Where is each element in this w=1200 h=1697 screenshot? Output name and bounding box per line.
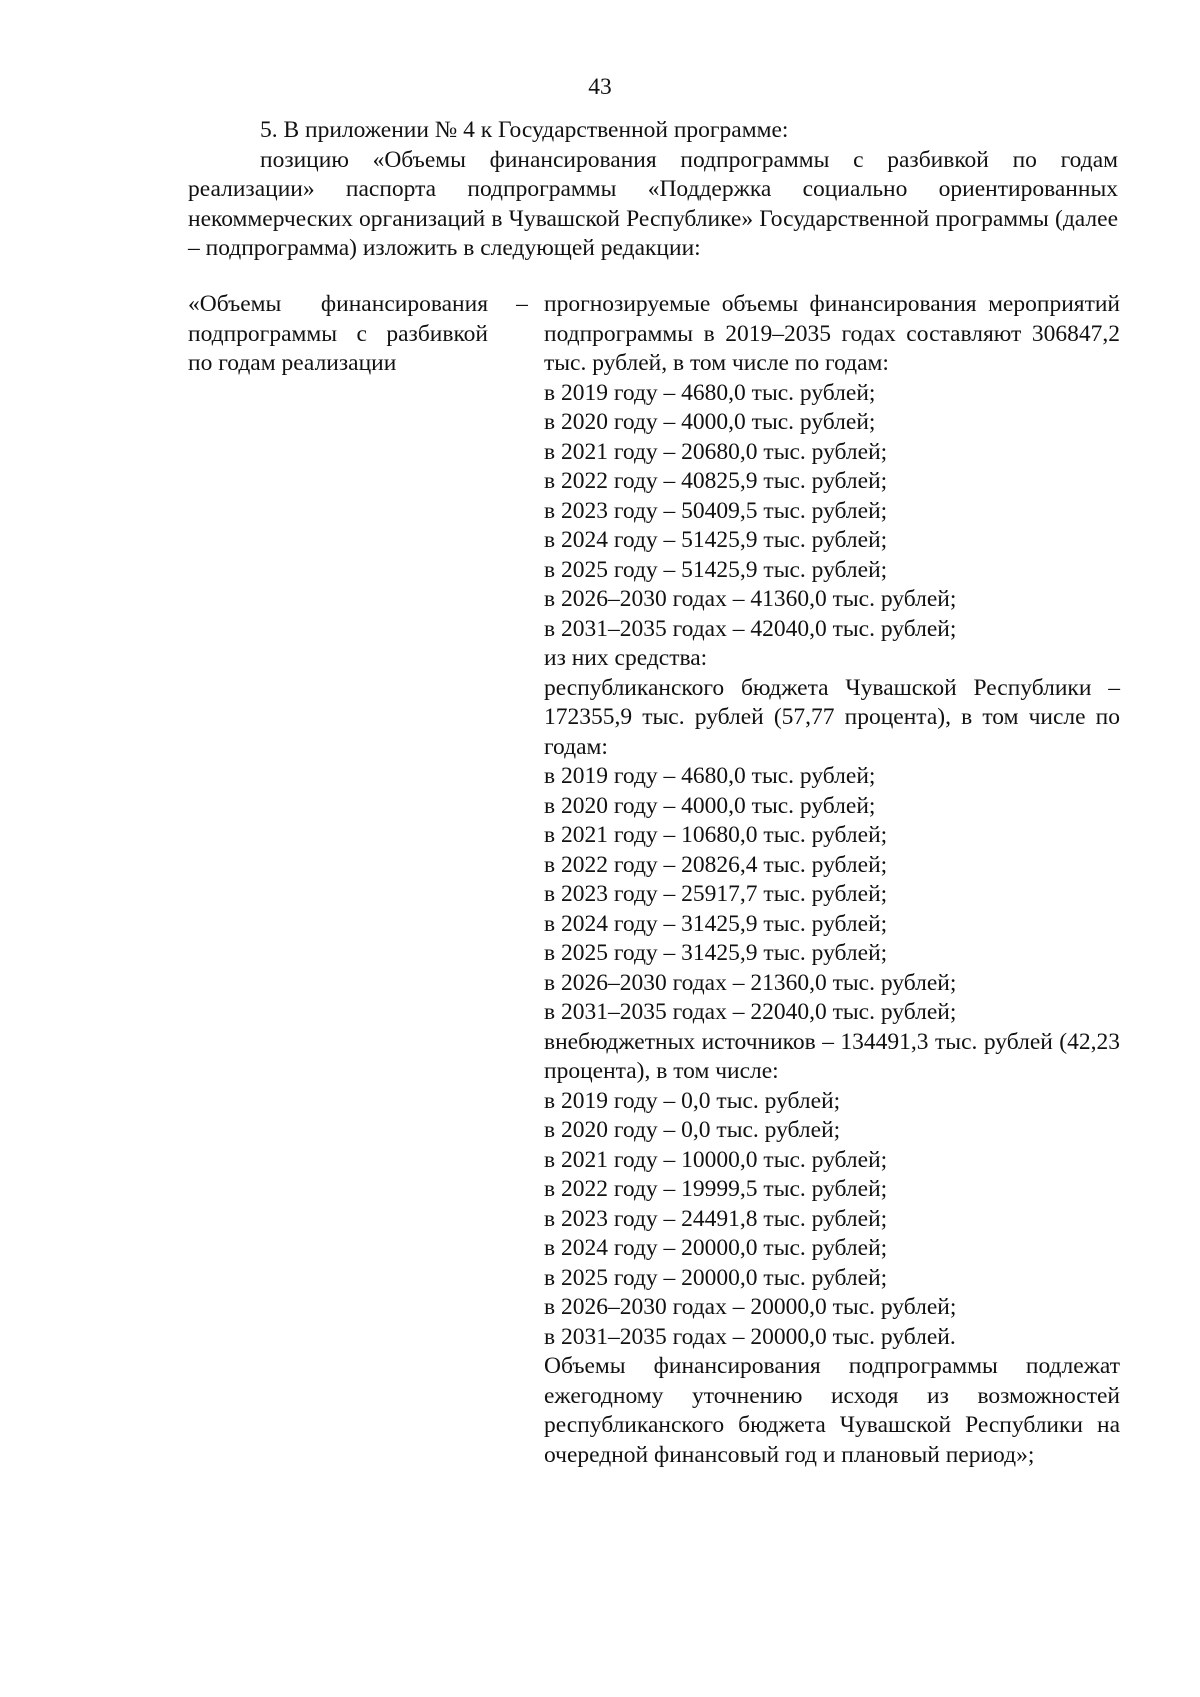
list-item: в 2023 году – 25917,7 тыс. рублей; (544, 881, 888, 907)
amendment-intro (188, 116, 1118, 264)
amendment-item-heading: 5. В приложении № 4 к Государственной программе: (260, 117, 789, 143)
list-item: в 2019 году – 0,0 тыс. рублей; (544, 1087, 841, 1114)
republic-budget-years (544, 762, 1120, 1028)
passport-position-table (188, 290, 1120, 1470)
list-item: в 2021 году – 10680,0 тыс. рублей; (544, 822, 888, 848)
list-item: в 2023 году – 24491,8 тыс. рублей; (544, 1205, 888, 1232)
republic-budget-intro: республиканского бюджета Чувашской Республики – 172355,9 тыс. рублей (57,77 процента), в том числе по годам: (544, 674, 1120, 760)
list-item: в 2024 году – 51425,9 тыс. рублей; (544, 527, 888, 553)
list-item: в 2022 году – 20826,4 тыс. рублей; (544, 851, 888, 878)
list-item: в 2025 году – 31425,9 тыс. рублей; (544, 940, 888, 966)
list-item: в 2031–2035 годах – 22040,0 тыс. рублей; (544, 999, 957, 1025)
list-item: в 2020 году – 4000,0 тыс. рублей; (544, 409, 876, 435)
extrabudgetary-intro: внебюджетных источников – 134491,3 тыс. рублей (42,23 процента), в том числе: (544, 1028, 1120, 1084)
list-item: в 2023 году – 50409,5 тыс. рублей; (544, 497, 888, 524)
list-item: в 2021 году – 20680,0 тыс. рублей; (544, 438, 888, 465)
list-item: в 2031–2035 годах – 42040,0 тыс. рублей; (544, 615, 957, 642)
sources-heading: из них средства: (544, 645, 708, 671)
list-item: в 2019 году – 4680,0 тыс. рублей; (544, 763, 876, 789)
total-financing-intro: прогнозируемые объемы финансирования мероприятий подпрограммы в 2019–2035 годах составляют 306847,2 тыс. рублей, в том числе по годам: (544, 291, 1120, 376)
list-item: в 2025 году – 20000,0 тыс. рублей; (544, 1264, 888, 1291)
list-item: в 2020 году – 0,0 тыс. рублей; (544, 1117, 841, 1143)
list-item: в 2021 году – 10000,0 тыс. рублей; (544, 1146, 888, 1173)
passport-position-row (188, 290, 1120, 1470)
extrabudgetary-years (544, 1087, 1120, 1353)
list-item: в 2025 году – 51425,9 тыс. рублей; (544, 556, 888, 583)
amendment-paragraph: позицию «Объемы финансирования подпрограммы с разбивкой по годам реализации» паспорта подпрограммы «Поддержка социально ориентированных некоммерческих организаций в Чувашской Республике» Государственной программы (далее – подпрограмма) изложить в следующей редакции: (188, 146, 1118, 261)
page-number: 43 (588, 74, 612, 100)
list-item: в 2031–2035 годах – 20000,0 тыс. рублей. (544, 1323, 956, 1350)
list-item: в 2026–2030 годах – 21360,0 тыс. рублей; (544, 969, 957, 996)
list-item: в 2022 году – 19999,5 тыс. рублей; (544, 1176, 888, 1202)
list-item: в 2024 году – 20000,0 тыс. рублей; (544, 1235, 888, 1261)
list-item: в 2019 году – 4680,0 тыс. рублей; (544, 379, 876, 406)
list-item: в 2024 году – 31425,9 тыс. рублей; (544, 910, 888, 937)
list-item: в 2026–2030 годах – 20000,0 тыс. рублей; (544, 1294, 957, 1320)
list-item: в 2026–2030 годах – 41360,0 тыс. рублей; (544, 586, 957, 612)
list-item: в 2022 году – 40825,9 тыс. рублей; (544, 468, 888, 494)
total-financing-years (544, 379, 1120, 645)
position-dash: – (516, 291, 528, 317)
list-item: в 2020 году – 4000,0 тыс. рублей; (544, 792, 876, 819)
closing-note: Объемы финансирования подпрограммы подлежат ежегодному уточнению исходя из возможностей республиканского бюджета Чувашской Республики на очередной финансовый год и плановый период»; (544, 1353, 1120, 1468)
position-value (544, 290, 1120, 1470)
position-name: «Объемы финансирования подпрограммы с разбивкой по годам реализации (188, 291, 488, 376)
